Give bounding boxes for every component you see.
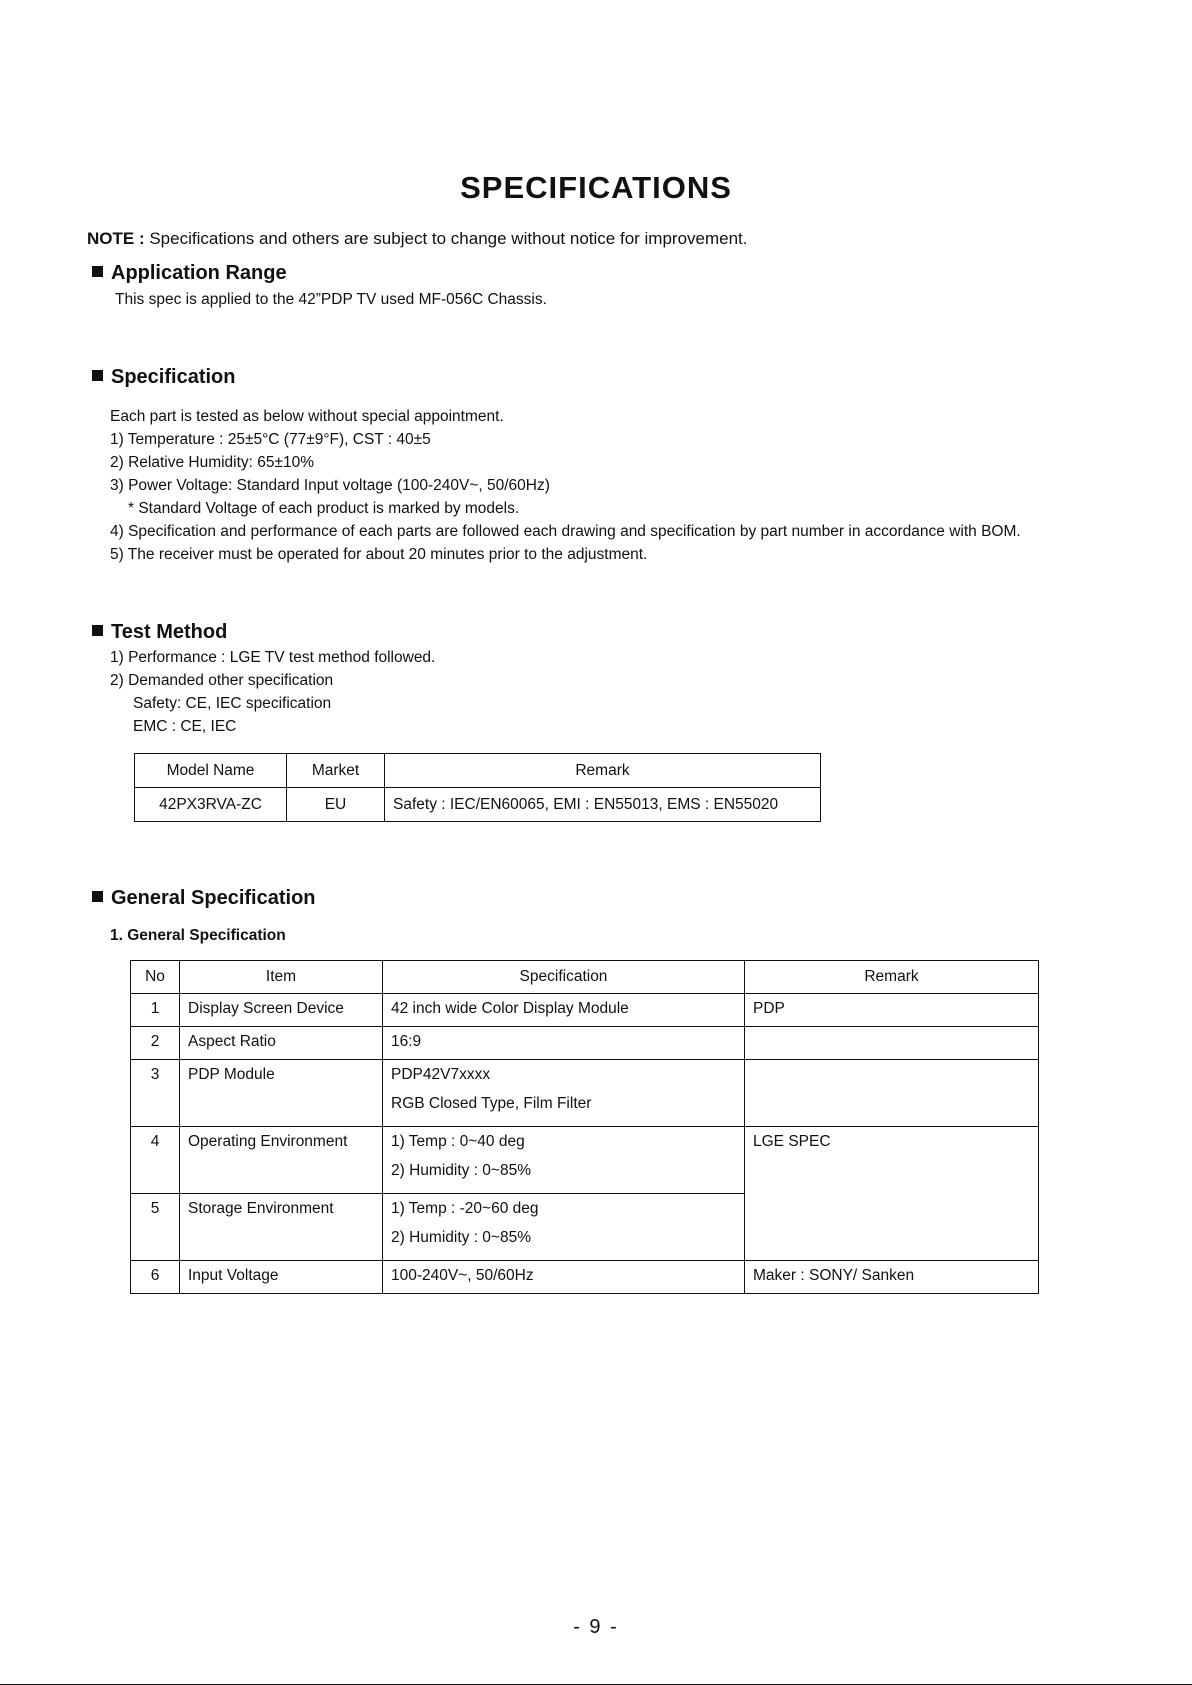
remark-cell: Maker : SONY/ Sanken: [745, 1261, 1039, 1294]
item-cell: PDP Module: [180, 1060, 383, 1127]
test-line: EMC : CE, IEC: [133, 718, 237, 735]
general-specification-subheading: 1. General Specification: [110, 927, 286, 944]
note-text: Specifications and others are subject to change without notice for improvement.: [149, 229, 748, 248]
spec-line: 1) Temp : 0~40 deg: [391, 1133, 525, 1150]
remark-cell: Safety : IEC/EN60065, EMI : EN55013, EMS : EN55020: [385, 788, 821, 822]
application-range-heading: Application Range: [92, 262, 287, 285]
table-header-cell: Market: [287, 754, 385, 788]
no-cell: 3: [131, 1060, 180, 1127]
square-bullet-icon: [92, 625, 103, 636]
spec-line: Each part is tested as below without special appointment.: [110, 408, 504, 425]
table-header-cell: Specification: [383, 961, 745, 994]
table-row: [135, 788, 821, 822]
spec-line: 1) Temp : -20~60 deg: [391, 1200, 539, 1217]
item-cell: Aspect Ratio: [180, 1027, 383, 1060]
spec-cell: 42 inch wide Color Display Module: [383, 994, 745, 1027]
item-cell: Operating Environment: [180, 1127, 383, 1194]
item-cell: Storage Environment: [180, 1194, 383, 1261]
spec-line: 5) The receiver must be operated for about 20 minutes prior to the adjustment.: [110, 546, 648, 563]
no-cell: 6: [131, 1261, 180, 1294]
table-header-cell: Item: [180, 961, 383, 994]
table-header-cell: Remark: [745, 961, 1039, 994]
no-cell: 2: [131, 1027, 180, 1060]
no-cell: 5: [131, 1194, 180, 1261]
square-bullet-icon: [92, 891, 103, 902]
application-range-text: This spec is applied to the 42”PDP TV used MF-056C Chassis.: [115, 291, 547, 308]
remark-cell: PDP: [745, 994, 1039, 1027]
spec-line: 3) Power Voltage: Standard Input voltage (100-240V~, 50/60Hz): [110, 477, 550, 494]
square-bullet-icon: [92, 266, 103, 277]
page-title: SPECIFICATIONS: [460, 170, 732, 205]
test-method-heading: Test Method: [92, 621, 227, 644]
spec-cell: [383, 1194, 745, 1261]
item-cell: Input Voltage: [180, 1261, 383, 1294]
table-header-row: [135, 754, 821, 788]
spec-line: 1) Temperature : 25±5°C (77±9°F), CST : 40±5: [110, 431, 431, 448]
model-name-cell: 42PX3RVA-ZC: [135, 788, 287, 822]
spec-cell: [383, 1060, 745, 1127]
page-number: - 9 -: [573, 1616, 619, 1638]
spec-cell: [383, 1127, 745, 1194]
table-header-cell: Model Name: [135, 754, 287, 788]
table-row: [131, 1027, 1039, 1060]
remark-cell: LGE SPEC: [745, 1127, 1039, 1261]
no-cell: 4: [131, 1127, 180, 1194]
test-line: Safety: CE, IEC specification: [133, 695, 332, 712]
spec-line: RGB Closed Type, Film Filter: [391, 1095, 592, 1112]
square-bullet-icon: [92, 370, 103, 381]
table-header-cell: Remark: [385, 754, 821, 788]
table-row: [131, 1060, 1039, 1127]
spec-cell: 100-240V~, 50/60Hz: [383, 1261, 745, 1294]
table-row: [131, 1127, 1039, 1194]
spec-line: 4) Specification and performance of each parts are followed each drawing and specification by part number in accordance with BOM.: [110, 523, 1021, 540]
spec-line: 2) Humidity : 0~85%: [391, 1229, 531, 1246]
remark-cell: [745, 1060, 1039, 1127]
specification-heading: Specification: [92, 366, 235, 389]
spec-line: * Standard Voltage of each product is marked by models.: [128, 500, 520, 517]
spec-line: 2) Relative Humidity: 65±10%: [110, 454, 315, 471]
spec-line: PDP42V7xxxx: [391, 1066, 491, 1083]
table-row: [131, 994, 1039, 1027]
remark-cell: [745, 1027, 1039, 1060]
spec-cell: 16:9: [383, 1027, 745, 1060]
table-row: [131, 1261, 1039, 1294]
general-spec-table: [130, 960, 1039, 1294]
market-cell: EU: [287, 788, 385, 822]
item-cell: Display Screen Device: [180, 994, 383, 1027]
test-line: 2) Demanded other specification: [110, 672, 334, 689]
model-market-table: [134, 753, 821, 822]
note: [87, 229, 748, 249]
table-header-cell: No: [131, 961, 180, 994]
spec-line: 2) Humidity : 0~85%: [391, 1162, 531, 1179]
no-cell: 1: [131, 994, 180, 1027]
note-label: NOTE :: [87, 229, 145, 248]
test-line: 1) Performance : LGE TV test method followed.: [110, 649, 436, 666]
table-header-row: [131, 961, 1039, 994]
general-specification-heading: General Specification: [92, 887, 316, 910]
